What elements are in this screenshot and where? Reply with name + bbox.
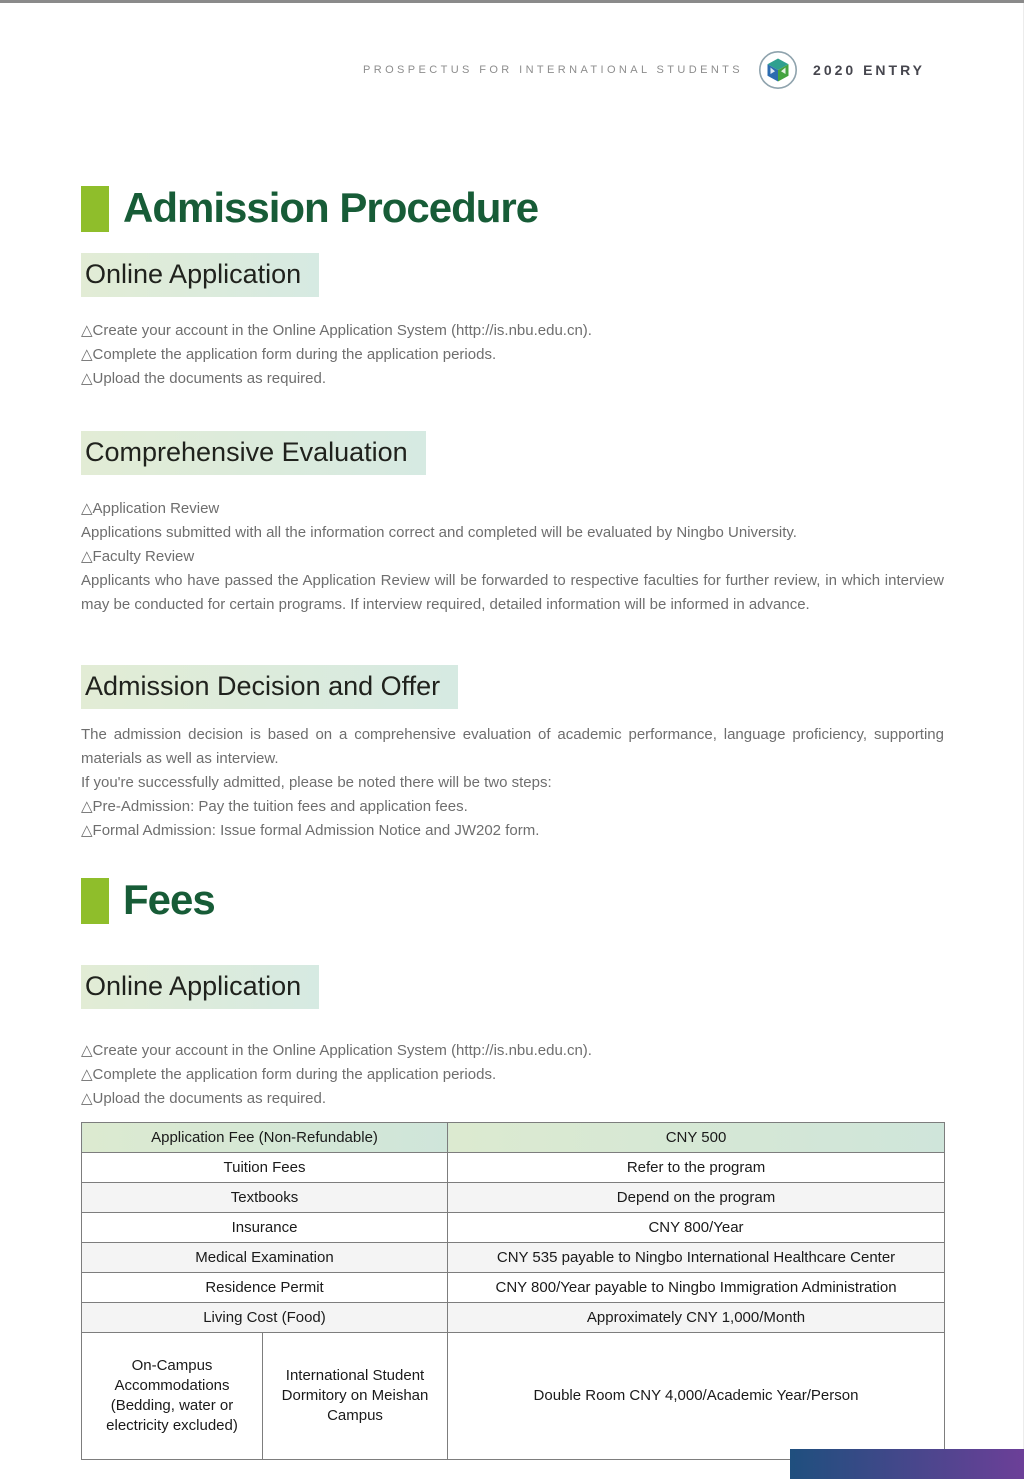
section-title-text: Fees: [123, 876, 215, 923]
admission-decision-text: [81, 723, 944, 843]
table-row: [82, 1153, 945, 1183]
bullet-line: △Pre-Admission: Pay the tuition fees and application fees.: [81, 798, 468, 815]
fee-value-cell: Double Room CNY 4,000/Academic Year/Person: [448, 1333, 945, 1460]
fee-label-cell: Residence Permit: [82, 1273, 448, 1303]
bullet-line: △Create your account in the Online Application System (http://is.nbu.edu.cn).: [81, 322, 592, 339]
section-marker: [81, 878, 109, 924]
section-fees-title: [81, 875, 944, 925]
fee-value-cell: Approximately CNY 1,000/Month: [448, 1303, 945, 1333]
section-admission-procedure-title: [81, 183, 944, 233]
fee-value-cell: CNY 500: [448, 1123, 945, 1153]
fee-value-cell: Depend on the program: [448, 1183, 945, 1213]
heading-online-application: Online Application: [81, 253, 319, 297]
nbu-cube-logo-icon: [758, 50, 798, 90]
heading-comprehensive-evaluation: Comprehensive Evaluation: [81, 431, 426, 475]
text-line: Applications submitted with all the information correct and completed will be evaluated by Ningbo University.: [81, 524, 797, 541]
bullet-line: △Complete the application form during the application periods.: [81, 346, 497, 363]
table-row: [82, 1123, 945, 1153]
bullet-line: △Upload the documents as required.: [81, 370, 327, 387]
bullet-line: △Application Review: [81, 500, 220, 517]
section-title-text: Admission Procedure: [123, 184, 539, 231]
page-header: [363, 50, 925, 90]
fee-facility-cell: International Student Dormitory on Meishan Campus: [263, 1333, 448, 1460]
fee-label-cell: Living Cost (Food): [82, 1303, 448, 1333]
online-application-bullets: [81, 319, 944, 391]
comprehensive-evaluation-text: [81, 497, 944, 617]
fees-online-application-bullets: [81, 1039, 944, 1111]
fee-label-cell: Insurance: [82, 1213, 448, 1243]
fees-table: [81, 1122, 945, 1460]
fee-value-cell: CNY 800/Year: [448, 1213, 945, 1243]
fee-value-cell: CNY 800/Year payable to Ningbo Immigration Administration: [448, 1273, 945, 1303]
bullet-line: △Faculty Review: [81, 548, 195, 565]
table-row: [82, 1243, 945, 1273]
bullet-line: △Complete the application form during the application periods.: [81, 1066, 497, 1083]
page-body: [81, 92, 944, 1460]
fee-value-cell: CNY 535 payable to Ningbo International Healthcare Center: [448, 1243, 945, 1273]
heading-online-application-fees: Online Application: [81, 965, 319, 1009]
text-line: If you're successfully admitted, please be noted there will be two steps:: [81, 774, 552, 791]
text-paragraph: The admission decision is based on a comprehensive evaluation of academic performance, language proficiency, supporting materials as well as interview.: [81, 726, 944, 767]
fee-label-cell: On-Campus Accommodations (Bedding, water or electricity excluded): [82, 1333, 263, 1460]
fee-label-cell: Textbooks: [82, 1183, 448, 1213]
table-row-accommodation: [82, 1333, 945, 1460]
heading-admission-decision: Admission Decision and Offer: [81, 665, 458, 709]
page-top-rule: [0, 0, 1024, 3]
header-tagline: PROSPECTUS FOR INTERNATIONAL STUDENTS: [362, 64, 744, 76]
bullet-line: △Create your account in the Online Application System (http://is.nbu.edu.cn).: [81, 1042, 592, 1059]
table-row: [82, 1183, 945, 1213]
table-row: [82, 1273, 945, 1303]
table-row: [82, 1213, 945, 1243]
header-entry-year: 2020 ENTRY: [813, 62, 925, 78]
fee-label-cell: Medical Examination: [82, 1243, 448, 1273]
fee-label-cell: Tuition Fees: [82, 1153, 448, 1183]
section-marker: [81, 186, 109, 232]
bullet-line: △Formal Admission: Issue formal Admission Notice and JW202 form.: [81, 822, 540, 839]
fee-label-cell: Application Fee (Non-Refundable): [82, 1123, 448, 1153]
text-paragraph: Applicants who have passed the Application Review will be forwarded to respective faculties for further review, in which interview may be conducted for certain programs. If interview required, detailed information will be informed in advance.: [81, 572, 944, 613]
fee-value-cell: Refer to the program: [448, 1153, 945, 1183]
footer-accent-bar: [790, 1449, 1024, 1479]
bullet-line: △Upload the documents as required.: [81, 1090, 327, 1107]
table-row: [82, 1303, 945, 1333]
